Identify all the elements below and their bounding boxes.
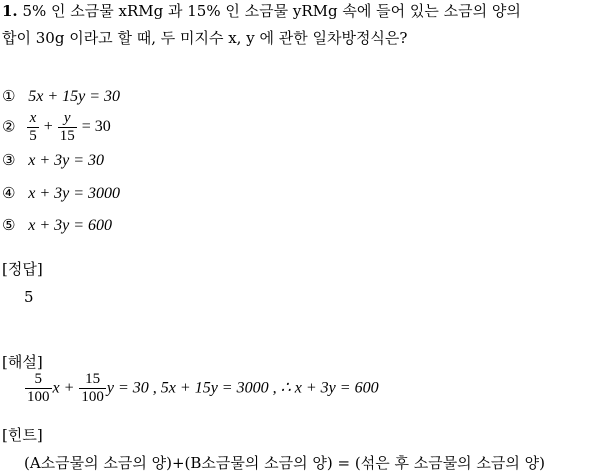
choice-marker: ② [2,117,16,136]
explanation-label: [해설] [2,353,43,371]
choice-text: 5x + 15y = 30 [28,88,121,105]
fraction-x-over-5: $\frac{x}{5}$ [29,110,37,144]
choice-3[interactable] [2,153,104,169]
choice-marker: ⑤ [2,216,16,234]
explanation-equation: $\frac{5}{100}$ x + $\frac{15}{100}$ y = 30 , 5x + 15y = 3000 , ∴ x + 3y = 600 [27,371,379,405]
hint-text: (A소금물의 소금의 양)+(B소금물의 소금의 양) = (섞은 후 소금물의 소금의 양) [24,454,546,472]
question-number: 1. [2,2,18,20]
choice-2[interactable]: ② $\frac{x}{5}$ + $\frac{y}{15}$ = 30 [2,110,111,144]
fraction-15-over-100: $\frac{15}{100}$ [81,371,104,405]
choice-5[interactable] [2,218,112,234]
choice-4[interactable] [2,186,120,202]
choice-text: x + 3y = 3000 [28,185,121,202]
question-line-2 [2,31,407,46]
choice-marker: ④ [2,184,16,202]
fraction-y-over-15: $\frac{y}{15}$ [59,110,75,144]
question-line-1 [2,4,521,19]
choice-text: x + 3y = 600 [28,217,113,234]
question-text-line-1: 5% 인 소금물 xRMg 과 15% 인 소금물 yRMg 속에 들어 있는 소금의 양의 [22,2,521,20]
answer-label: [정답] [2,260,43,278]
answer-value: 5 [24,288,34,306]
hint-label: [힌트] [2,426,43,444]
fraction-5-over-100: $\frac{5}{100}$ [27,371,50,405]
question-text-line-2: 합이 30g 이라고 할 때, 두 미지수 x, y 에 관한 일차방정식은? [2,29,408,47]
choice-1[interactable] [2,89,120,105]
choice-marker: ③ [2,151,16,169]
choice-marker: ① [2,87,16,105]
choice-text: x + 3y = 30 [28,152,105,169]
